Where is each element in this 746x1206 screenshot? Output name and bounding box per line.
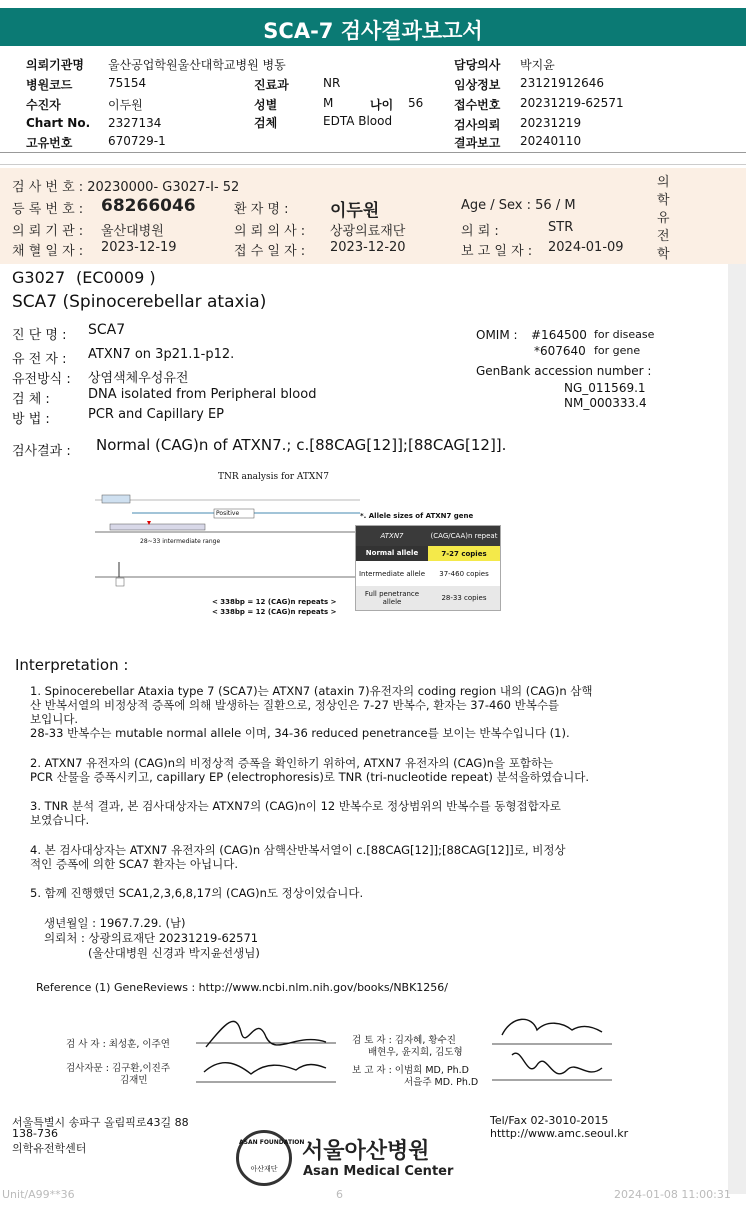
age-label: 나이 — [370, 98, 394, 112]
sex-value: M — [323, 96, 334, 110]
interp-p2: 2. ATXN7 유전자의 (CAG)n의 비정상적 증폭을 확인하기 위하여, ATXN7 유전자의 (CAG)n을 포함하는 — [30, 756, 554, 770]
result-label: 검사결과 : — [12, 444, 71, 459]
allele-table-title: *. Allele sizes of ATXN7 gene — [360, 512, 474, 520]
bottom-unit: Unit/A99**36 — [2, 1188, 75, 1201]
collect-value: 2023-12-19 — [101, 240, 177, 255]
institution-value: 울산공업학원울산대학교병원 병동 — [108, 58, 286, 72]
tel-fax: Tel/Fax 02-3010-2015 — [490, 1114, 609, 1127]
omim-disease-desc: for disease — [594, 328, 655, 341]
website: htttp://www.amc.seoul.kr — [490, 1127, 629, 1140]
address-1: 서울특별시 송파구 올림픽로43길 88 — [12, 1116, 189, 1129]
specimen-body-value: DNA isolated from Peripheral blood — [88, 387, 317, 402]
ref-value: STR — [548, 220, 574, 235]
unique-label: 고유번호 — [26, 136, 73, 150]
allele-table-header — [356, 526, 500, 546]
logo-english: Asan Medical Center — [303, 1164, 454, 1179]
seal-inner-text: 아산재단 — [250, 1165, 278, 1173]
referrer-2: (울산대병원 신경과 박지윤선생님) — [88, 946, 260, 960]
bottom-page: 6 — [336, 1188, 343, 1201]
request-label: 검사의뢰 — [454, 118, 501, 132]
reg-no-value: 68266046 — [101, 196, 196, 216]
age-sex: Age / Sex : 56 / M — [461, 198, 576, 213]
clinical-label: 임상정보 — [454, 78, 501, 92]
signature-tester — [196, 1002, 336, 1086]
gene-value: ATXN7 on 3p21.1-p12. — [88, 347, 235, 362]
repeat-result-1: < 338bp = 12 (CAG)n repeats > — [212, 598, 337, 606]
interp-p1c: 보입니다. — [30, 712, 79, 726]
interp-p1: 1. Spinocerebellar Ataxia type 7 (SCA7)는 ATXN7 (ataxin 7)유전자의 coding region 내의 (CAG)n 삼핵 — [30, 684, 593, 698]
signature-reviewer — [492, 1010, 612, 1094]
subtitle: SCA7 (Spinocerebellar ataxia) — [12, 292, 267, 312]
collect-label: 채 혈 일 자 : — [12, 244, 84, 259]
side-label: 의 학 유 전 학 — [657, 175, 670, 262]
chart-value: 2327134 — [108, 116, 162, 130]
gene-label: 유 전 자 : — [12, 352, 67, 367]
header-divider-2 — [0, 164, 746, 165]
dob: 생년월일 : 1967.7.29. (남) — [44, 916, 186, 930]
title-bar — [0, 8, 746, 46]
omim-label: OMIM : — [476, 328, 518, 342]
page-title: SCA-7 검사결과보고서 — [263, 19, 483, 43]
interp-p3b: 보였습니다. — [30, 813, 90, 827]
dept-value: NR — [323, 76, 341, 90]
inst-label: 의 뢰 기 관 : — [12, 224, 84, 239]
header-divider — [0, 152, 746, 153]
allele-row-full — [356, 586, 500, 610]
allele-value: 28-33 copies — [441, 594, 487, 602]
bottom-timestamp: 2024-01-08 11:00:31 — [614, 1188, 731, 1201]
tester: 검 사 자 : 최성훈, 이주연 — [66, 1039, 170, 1050]
tnr-figure — [70, 470, 510, 630]
allele-value: 7-27 copies — [441, 549, 487, 558]
unique-value: 670729-1 — [108, 134, 166, 148]
reg-no-label: 등 록 번 호 : — [12, 202, 84, 217]
method-value: PCR and Capillary EP — [88, 407, 224, 422]
allele-row-intermediate — [356, 561, 500, 586]
doctor-value: 박지윤 — [520, 58, 555, 72]
interpretation-label: Interpretation : — [15, 656, 129, 674]
repeat-result-2: < 338bp = 12 (CAG)n repeats > — [212, 608, 337, 616]
inherit-label: 유전방식 : — [12, 372, 71, 387]
req-doc-label: 의 뢰 의 사 : — [234, 224, 306, 239]
result-value: Normal (CAG)n of ATXN7.; c.[88CAG[12]];[88CAG[12]]. — [96, 436, 507, 454]
examinee-label: 수진자 — [26, 98, 61, 112]
examinee-value: 이두원 — [108, 98, 143, 112]
omim-gene: *607640 — [534, 344, 586, 358]
allele-name: Normal allele — [356, 546, 428, 561]
genbank-2: NM_000333.4 — [564, 396, 647, 410]
omim-disease: #164500 — [531, 328, 587, 342]
dx-label: 진 단 명 : — [12, 328, 67, 343]
interp-p5: 5. 함께 진행했던 SCA1,2,3,6,8,17의 (CAG)n도 정상이었습니다. — [30, 886, 364, 900]
institution-label: 의뢰기관명 — [26, 58, 84, 72]
clinical-value: 23121912646 — [520, 76, 604, 90]
specimen-value: EDTA Blood — [323, 114, 393, 128]
test-number: 검 사 번 호 : 20230000- G3027-I- 52 — [12, 180, 240, 195]
inherit-value: 상염색체우성유전 — [88, 371, 189, 386]
dx-value: SCA7 — [88, 322, 126, 338]
referrer: 의뢰처 : 상광의료재단 20231219-62571 — [44, 931, 259, 945]
allele-table — [355, 525, 501, 611]
hospital-code-label: 병원코드 — [26, 78, 73, 92]
request-value: 20231219 — [520, 116, 582, 130]
reviewer-2: 배현우, 윤지희, 김도형 — [368, 1047, 463, 1058]
allele-name: Intermediate allele — [358, 569, 426, 578]
allele-col-1: ATXN7 — [380, 532, 404, 540]
test-code: G3027 — [12, 268, 66, 287]
interp-p3: 3. TNR 분석 결과, 본 검사대상자는 ATXN7의 (CAG)n이 12 반복수로 정상범위의 반복수를 동형접합자로 — [30, 799, 561, 813]
reporter-2: 서을주 MD. Ph.D — [404, 1077, 479, 1088]
allele-value: 37-460 copies — [439, 569, 489, 578]
interp-p1d: 28-33 반복수는 mutable normal allele 이며, 34-36 reduced penetrance를 보이는 반복수입니다 (1). — [30, 726, 570, 740]
specimen-label: 검체 — [254, 116, 278, 130]
test-code-2: (EC0009 ) — [76, 268, 156, 287]
right-scan-edge — [728, 264, 746, 1194]
address-3: 의학유전학센터 — [12, 1142, 87, 1155]
receipt-label: 접수번호 — [454, 98, 501, 112]
chart-label: Chart No. — [26, 116, 91, 130]
intermediate-range: 28~33 intermediate range — [140, 538, 221, 545]
omim-gene-desc: for gene — [594, 344, 641, 357]
patient-label: 환 자 명 : — [234, 202, 289, 217]
req-doc-value: 상광의료재단 — [330, 224, 406, 239]
reviewer: 검 토 자 : 김자혜, 황수진 — [352, 1035, 456, 1046]
hospital-code-value: 75154 — [108, 76, 147, 90]
receipt-value: 20231219-62571 — [520, 96, 624, 110]
advisor-2: 김재민 — [120, 1075, 148, 1086]
recv-value: 2023-12-20 — [330, 240, 406, 255]
address-2: 138-736 — [12, 1127, 58, 1140]
genbank-1: NG_011569.1 — [564, 381, 646, 395]
figure-title: TNR analysis for ATXN7 — [218, 472, 329, 482]
seal-text: ASAN FOUNDATION — [239, 1139, 305, 1146]
reference: Reference (1) GeneReviews : http://www.ncbi.nlm.nih.gov/books/NBK1256/ — [36, 981, 449, 994]
logo-korean: 서울아산병원 — [302, 1139, 430, 1164]
ref-label: 의 뢰 : — [461, 224, 499, 239]
recv-label: 접 수 일 자 : — [234, 244, 306, 259]
allele-name: Full penetrance allele — [364, 590, 420, 606]
positive-label: Positive — [216, 510, 240, 517]
report-value: 20240110 — [520, 134, 582, 148]
allele-row-normal — [356, 546, 500, 561]
interp-p2b: PCR 산물을 증폭시키고, capillary EP (electrophoresis)로 TNR (tri-nucleotide repeat) 분석을하였습니다. — [30, 770, 590, 784]
interp-p4b: 적인 증폭에 의한 SCA7 환자는 아닙니다. — [30, 857, 238, 871]
specimen-body-label: 검 체 : — [12, 392, 50, 407]
report-label: 결과보고 — [454, 136, 501, 150]
scan-report-label: 보 고 일 자 : — [461, 244, 533, 259]
method-label: 방 법 : — [12, 412, 50, 427]
dept-label: 진료과 — [254, 78, 289, 92]
advisor: 검사자문 : 김구환,이진주 — [66, 1063, 171, 1074]
interp-p4: 4. 본 검사대상자는 ATXN7 유전자의 (CAG)n 삼핵산반복서열이 c.[88CAG[12]];[88CAG[12]]로, 비정상 — [30, 843, 566, 857]
doctor-label: 담당의사 — [454, 58, 501, 72]
age-value: 56 — [408, 96, 424, 110]
reporter: 보 고 자 : 이범희 MD, Ph.D — [352, 1065, 469, 1076]
scan-report-value: 2024-01-09 — [548, 240, 624, 255]
inst-value: 울산대병원 — [101, 224, 164, 239]
interp-p1b: 산 반복서열의 비정상적 증폭에 의해 발생하는 질환으로, 정상인은 7-27 반복수, 환자는 37-460 반복수를 — [30, 698, 560, 712]
patient-value: 이두원 — [330, 201, 380, 221]
sex-label: 성별 — [254, 98, 278, 112]
allele-col-2: (CAG/CAA)n repeat — [430, 532, 498, 540]
asan-seal-logo — [236, 1130, 305, 1186]
genbank-label: GenBank accession number : — [476, 364, 652, 378]
